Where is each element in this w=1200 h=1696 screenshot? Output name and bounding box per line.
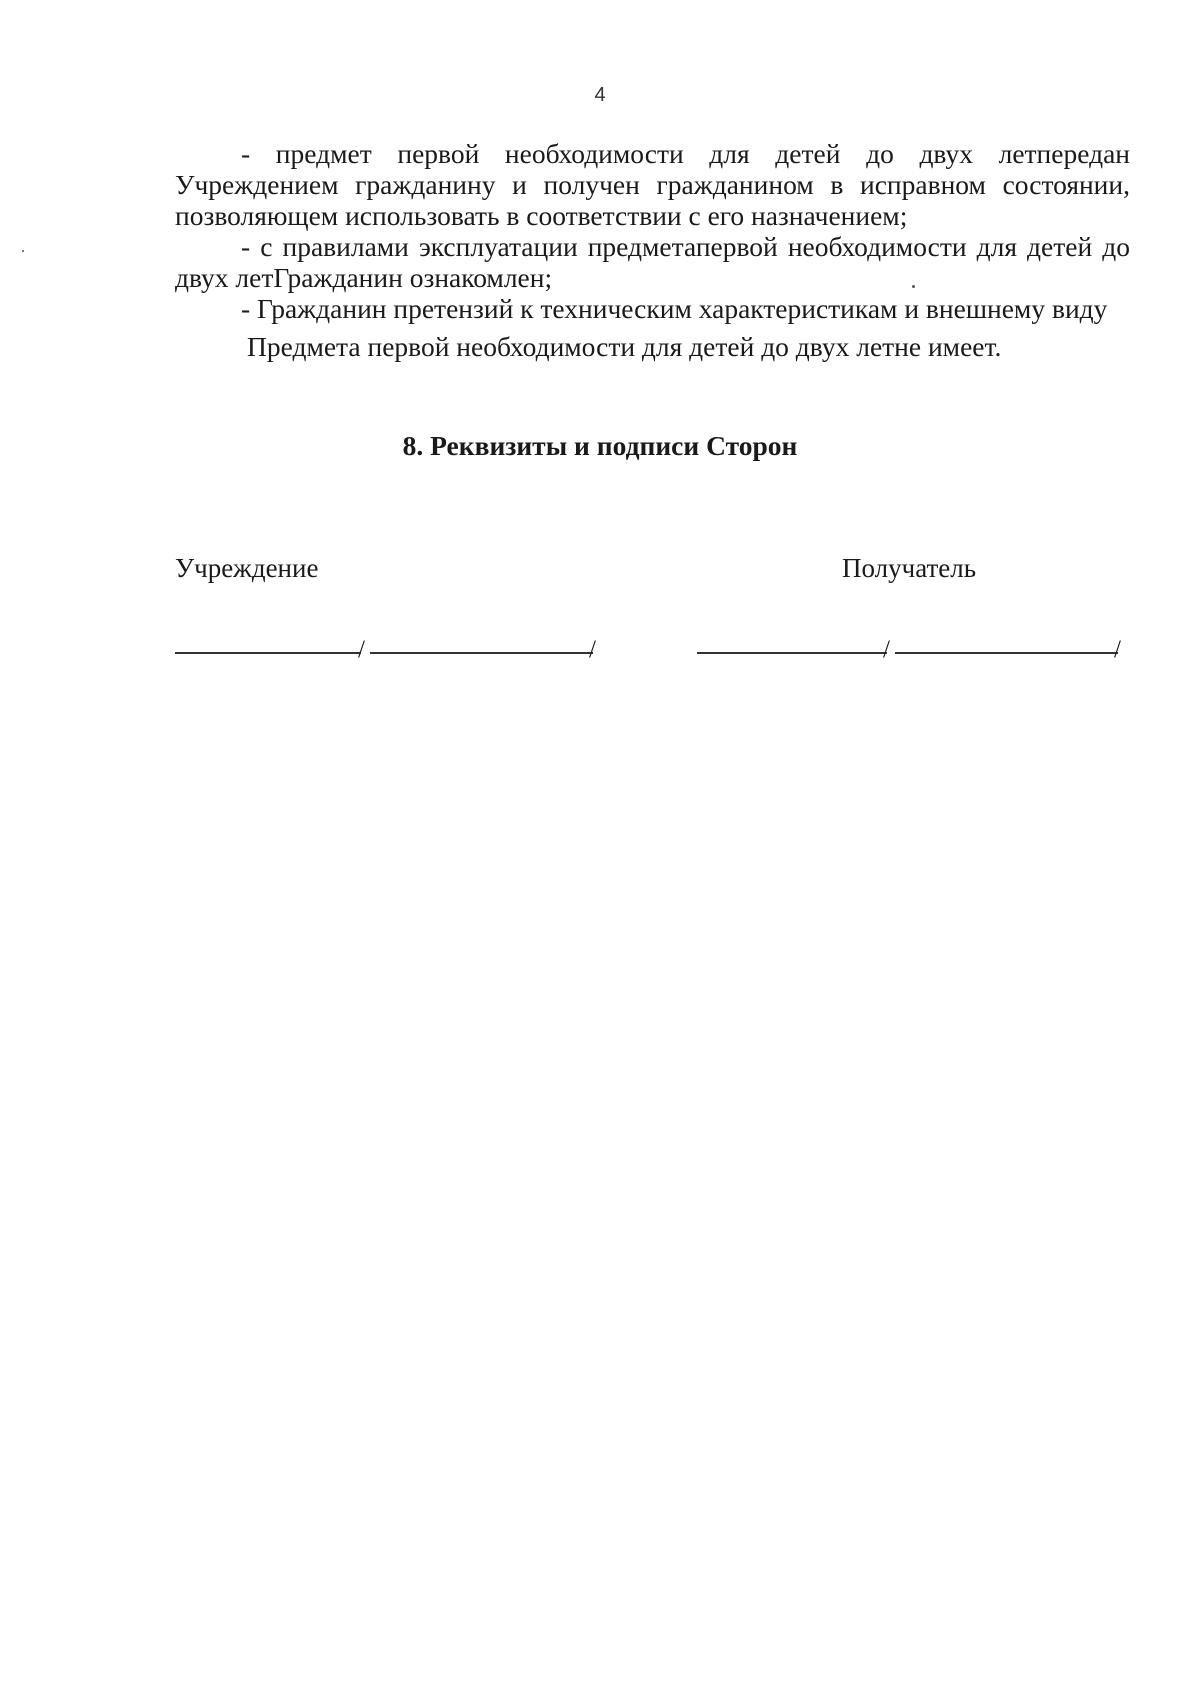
section-title: 8. Реквизиты и подписи Сторон xyxy=(402,430,798,461)
paragraph-no-claims: - Гражданин претензий к техническим характеристикам и внешнему виду xyxy=(241,293,1108,324)
institution-name-line xyxy=(370,652,593,654)
institution-name-slash: / xyxy=(589,636,596,663)
page-number: 4 xyxy=(594,84,606,106)
recipient-name-line xyxy=(895,652,1118,654)
paragraph-operating-rules: - с правилами эксплуатации предметапервой необходимости для детей до двух летГражданин ознакомлен; xyxy=(175,231,1130,293)
paragraph-claims-continuation: Предмета первой необходимости для детей до двух летне имеет. xyxy=(247,331,1002,362)
institution-label: Учреждение xyxy=(175,553,319,583)
institution-signature-line xyxy=(175,652,361,654)
scan-speck xyxy=(912,285,915,288)
recipient-label: Получатель xyxy=(842,553,977,583)
recipient-signature-line xyxy=(697,652,887,654)
document-body xyxy=(175,138,1130,362)
paragraph-item-passed: - предмет первой необходимости для детей до двух летпередан Учреждением гражданину и получен гражданином в исправном состоянии, позволяющем использовать в соответствии с его назначением; xyxy=(175,138,1130,231)
recipient-name-slash: / xyxy=(1114,636,1121,663)
scan-speck xyxy=(22,250,24,252)
institution-signature-slash: / xyxy=(358,636,365,663)
recipient-signature-slash: / xyxy=(883,636,890,663)
